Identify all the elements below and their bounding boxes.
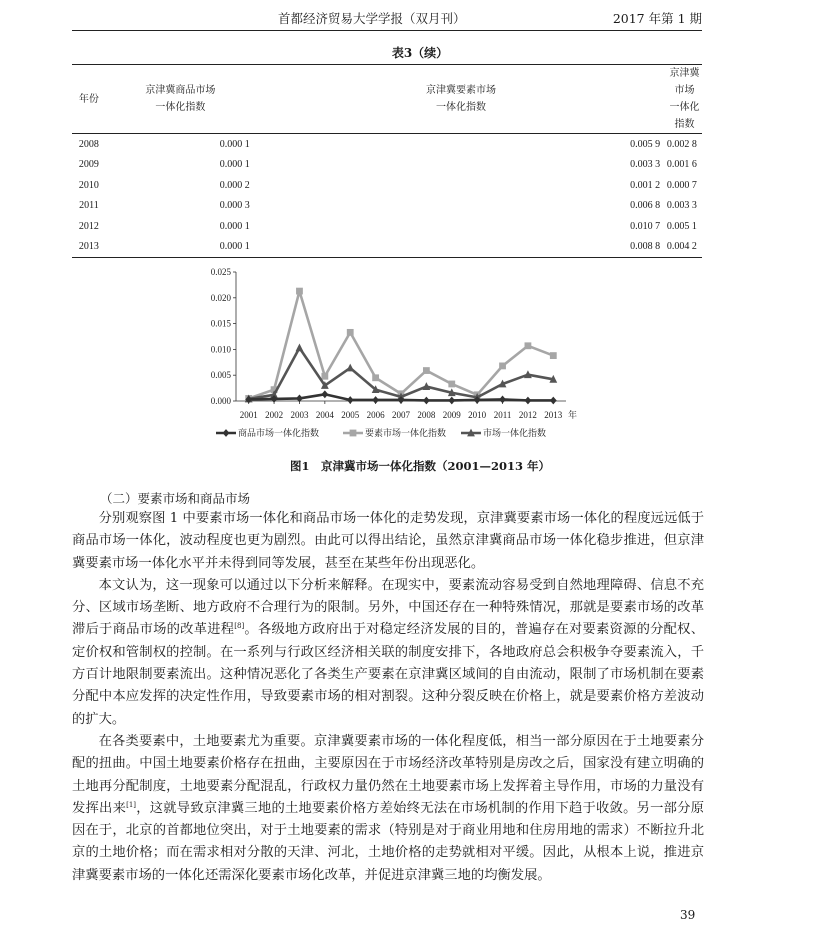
table-row — [72, 155, 702, 176]
data-point — [346, 364, 354, 372]
data-point — [423, 367, 430, 374]
line-chart — [196, 262, 596, 452]
x-tick-label: 2009 — [442, 410, 461, 420]
data-point — [448, 381, 455, 388]
x-tick-label: 2006 — [366, 410, 385, 420]
data-point — [499, 363, 506, 370]
table-row — [72, 196, 702, 217]
data-point — [347, 396, 354, 404]
paragraph: 本文认为，这一现象可以通过以下分析来解释。在现实中，要素流动容易受到自然地理障碍、信息不充分、区域市场垄断、地方政府不合理行为的限制。另外，中国还存在一种特殊情况，那就是要素市场的改革滞后于商品市场的改革进程[8]。各级地方政府出于对稳定经济发展的目的，普遍存在对要素资源的分配权、定价权和管制权的控制。在一系列与行政区经济相关联的制度安排下，各地政府总会积极争夺要素流入，千方百计地限制要素流出。这种情况恶化了各类生产要素在京津冀区域间的自由流动，限制了市场机制在要素分配中本应发挥的决定性作用，导致要素市场的相对割裂。这种分裂反映在价格上，就是要素价格方差波动的扩大。 — [72, 577, 704, 727]
paragraph: 在各类要素中，土地要素尤为重要。京津冀要素市场的一体化程度低，相当一部分原因在于土地要素分配的扭曲。中国土地要素价格存在扭曲，主要原因在于市场经济改革特别是房改之后，国家没有建立明确的土地再分配制度，土地要素分配混乱，行政权力量仍然在土地要素市场上发挥着主导作用，市场的力量没有发挥出来[1]，这就导致京津冀三地的土地要素价格方差始终无法在市场机制的作用下趋于收敛。另一部分原因在于，北京的首都地位突出，对于土地要素的需求（特别是对于商业用地和住房用地的需求）不断拉升北京的土地价格；而在需求相对分散的天津、河北，土地价格的走势就相对平缓。因此，从根本上说，推进京津冀要素市场的一体化还需深化要素市场化改革，并促进京津冀三地的均衡发展。 — [72, 733, 704, 883]
x-tick-label: 2013 — [544, 410, 563, 420]
article-body — [72, 508, 704, 887]
table-cell: 0.008 8 — [630, 241, 661, 253]
table-cell: 2009 — [78, 159, 99, 171]
table-cell: 0.000 1 — [219, 159, 250, 171]
x-tick-label: 2002 — [265, 410, 284, 420]
table-row — [72, 134, 702, 155]
paragraph: 分别观察图 1 中要素市场一体化和商品市场一体化的走势发现，京津冀要素市场一体化的程度远远低于商品市场一体化，波动程度也更为剧烈。由此可以得出结论，虽然京津冀商品市场一体化稳步推进，但京津冀要素市场一体化水平并未得到同等发展，甚至在某些年份出现恶化。 — [72, 511, 704, 571]
table-cell: 0.000 1 — [219, 138, 250, 150]
data-point — [321, 390, 328, 398]
y-tick-label: 0.010 — [210, 344, 231, 355]
legend-label: 要素市场一体化指数 — [365, 428, 447, 438]
table-cell: 0.000 1 — [219, 241, 250, 253]
running-header — [72, 6, 702, 31]
page-number: 39 — [680, 908, 696, 922]
issue-label: 2017 年第 1 期 — [612, 11, 702, 26]
data-point — [423, 397, 430, 405]
data-point — [347, 329, 354, 336]
data-point — [372, 374, 379, 381]
table-cell: 0.000 2 — [219, 179, 250, 191]
table-cell: 2012 — [78, 220, 99, 232]
x-tick-label: 2004 — [315, 410, 334, 420]
column-header-goods-index: 京津冀商品市场 一体化指数 — [145, 85, 216, 113]
y-tick-label: 0.000 — [210, 396, 231, 406]
x-axis-unit: 年 — [568, 410, 578, 420]
journal-title: 首都经济贸易大学学报（双月刊） — [278, 11, 466, 26]
table-cell: 0.001 2 — [630, 179, 661, 191]
x-tick-label: 2005 — [341, 410, 360, 420]
table-cell: 0.000 3 — [219, 200, 250, 212]
y-tick-label: 0.025 — [210, 267, 231, 277]
data-point — [550, 397, 557, 405]
citation-ref: [1] — [126, 800, 137, 809]
legend-marker — [223, 429, 230, 437]
section-heading: （二）要素市场和商品市场 — [100, 491, 251, 506]
data-point — [321, 373, 328, 380]
table-row — [72, 216, 702, 237]
table-cell: 2008 — [78, 138, 99, 150]
figure-caption: 图1 京津冀市场一体化指数（2001—2013 年） — [289, 459, 551, 473]
x-tick-label: 2008 — [417, 410, 436, 420]
data-point — [499, 396, 506, 404]
data-point — [550, 352, 557, 359]
table-cell: 2011 — [79, 200, 99, 212]
x-tick-label: 2003 — [290, 410, 309, 420]
table-cell: 0.005 1 — [666, 220, 697, 232]
data-point — [525, 397, 532, 405]
table-cell: 0.003 3 — [630, 159, 661, 171]
table-row — [72, 237, 702, 258]
table-cell: 0.005 9 — [630, 138, 661, 150]
table-cell: 0.010 7 — [630, 220, 661, 232]
citation-ref: [8] — [234, 622, 245, 631]
table-cell: 0.002 8 — [666, 138, 697, 150]
data-table — [72, 64, 702, 258]
x-tick-label: 2010 — [468, 410, 487, 420]
y-tick-label: 0.020 — [210, 292, 231, 303]
table-cell: 0.000 7 — [666, 179, 697, 191]
data-point — [448, 397, 455, 405]
table-row — [72, 175, 702, 196]
column-header-factor-index: 京津冀要素市场 一体化指数 — [425, 85, 496, 113]
table-cell: 2010 — [78, 179, 99, 191]
table-cell: 0.000 1 — [219, 220, 250, 232]
data-point — [296, 343, 304, 351]
table-cell: 0.001 6 — [666, 159, 697, 171]
x-tick-label: 2012 — [518, 410, 537, 420]
column-header-year: 年份 — [78, 93, 99, 105]
x-tick-label: 2001 — [239, 410, 258, 420]
table-cell: 0.004 2 — [666, 241, 697, 253]
legend-marker — [350, 430, 357, 437]
column-header-market-index: 京津冀市场 一体化指数 — [669, 68, 700, 130]
table-cell: 0.006 8 — [630, 200, 661, 212]
x-tick-label: 2007 — [392, 410, 410, 420]
data-point — [525, 342, 532, 349]
legend-label: 市场一体化指数 — [483, 428, 547, 438]
data-point — [372, 396, 379, 404]
legend-label: 商品市场一体化指数 — [238, 428, 320, 438]
table-header-row — [72, 65, 702, 134]
data-point — [296, 288, 303, 295]
y-tick-label: 0.015 — [210, 318, 231, 329]
table-caption: 表3（续） — [391, 46, 449, 60]
table-cell: 0.003 3 — [666, 200, 697, 212]
table-cell: 2013 — [78, 241, 99, 253]
x-tick-label: 2011 — [493, 410, 512, 420]
y-tick-label: 0.005 — [210, 370, 231, 381]
